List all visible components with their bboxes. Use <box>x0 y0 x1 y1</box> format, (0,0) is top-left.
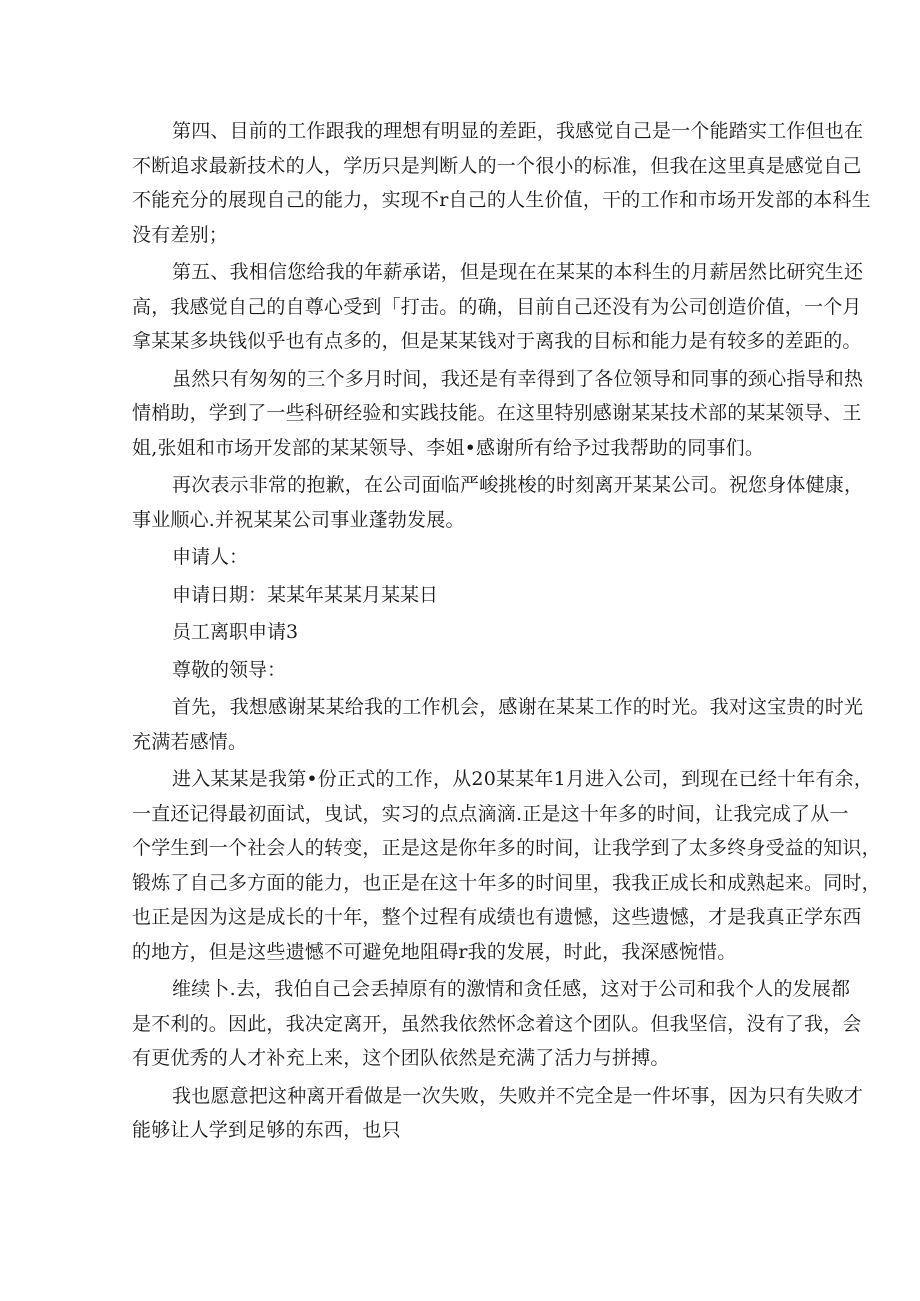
text-line: 不断追求最新技术的人，学历只是判断人的一个很小的标准，但我在这里真是感觉自己 <box>132 154 862 177</box>
text-line: 姐,张姐和市场开发部的某某领导、李姐•感谢所有给予过我帮助的同事们。 <box>132 436 765 459</box>
paragraph-thanks <box>132 362 864 466</box>
text-line: 拿某某多块钱似乎也有点多的，但是某某钱对于离我的目标和能力是有较多的差距的。 <box>132 330 862 352</box>
text-line: 也正是因为这是成长的十年，整个过程有成绩也有遗憾，这些遗憾，才是我真正学东西 <box>132 906 862 928</box>
paragraph-career <box>132 762 881 969</box>
text-line: 高，我感觉自己的自尊心受到「打击。的确，目前自己还没有为公司创造价值，一个月 <box>132 295 862 318</box>
salutation: 尊敬的领导： <box>172 658 287 681</box>
section-title: 员工离职申请3 <box>172 621 299 643</box>
text-line: 虽然只有匆匆的三个多月时间，我还是有幸得到了各位领导和同事的颈心指导和热 <box>172 367 864 390</box>
paragraph-failure <box>132 1079 864 1148</box>
text-line: 个学生到一个社会人的转变，正是这是你年多的时间，让我学到了太多终身受益的知识， <box>132 837 881 859</box>
text-line: 我也愿意把这种离开看做是一次失败，失败并不完全是一件坏事，因为只有失败才 <box>172 1084 864 1107</box>
text-line: 情梢助，学到了一些科研经验和实践技能。在这里特别感谢某某技术部的某某领导、王 <box>132 402 862 424</box>
text-line: 锻炼了自己多方面的能力，也正是在这十年多的时间里，我我正成长和成熟起来。同时， <box>132 871 881 894</box>
paragraph-fourth-point <box>132 114 871 252</box>
paragraph-apology <box>132 468 864 537</box>
text-line: 的地方，但是这些遗憾不可避免地阻碍r我的发展，时此，我深感惋惜。 <box>132 940 737 963</box>
text-line: 一直还记得最初面试，曳试，实习的点点滴滴.正是这十年多的时间，让我完成了从一 <box>132 802 849 825</box>
text-line: 首先，我想感谢某某给我的工作机会，感谢在某某工作的时光。我对这宝贵的时光 <box>172 696 864 718</box>
document-body <box>132 114 881 1151</box>
text-line: 维续卜.去，我伯自己会丢掉原有的激情和贪任感，这对于公司和我个人的发展都 <box>172 978 851 1000</box>
paragraph-fifth-point <box>132 255 864 359</box>
text-line: 充满若感情。 <box>132 730 248 753</box>
paragraph-gratitude <box>132 690 864 759</box>
text-line: 能够让人学到足够的东西，也只 <box>132 1119 401 1141</box>
text-line: 有更优秀的人才补充上来，这个团队依然是充满了活力与拼搏。 <box>132 1047 670 1069</box>
text-line: 进入某某是我第•份正式的工作，从20某某年1月进入公司，到现在已经十年有余， <box>172 768 874 790</box>
text-line: 再次表示非常的抱歉，在公司面临严峻挑梭的时刻离开某某公司。祝您身体健康， <box>172 474 864 496</box>
text-line: 没有差别； <box>132 223 229 246</box>
text-line: 第四、目前的工作跟我的理想有明显的差距，我感觉自己是一个能踏实工作但也在 <box>172 120 864 142</box>
paragraph-decision <box>132 972 862 1076</box>
text-line: 是不利的。因此，我决定离开，虽然我依然怀念着这个团队。但我坚信，没有了我，会 <box>132 1012 862 1035</box>
text-line: 第五、我相信您给我的年薪承诺，但是现在在某某的本科生的月薪居然比研究生还 <box>172 261 864 283</box>
text-line: 不能充分的展现自己的能力，实现不r自己的人生价值，干的工作和市场开发部的本科生 <box>132 189 871 211</box>
text-line: 事业顺心.并祝某某公司事业蓬勃发展。 <box>132 508 465 531</box>
application-date: 申请日期：某某年某某月某某日 <box>172 583 439 606</box>
applicant-label: 申请人： <box>172 546 249 568</box>
